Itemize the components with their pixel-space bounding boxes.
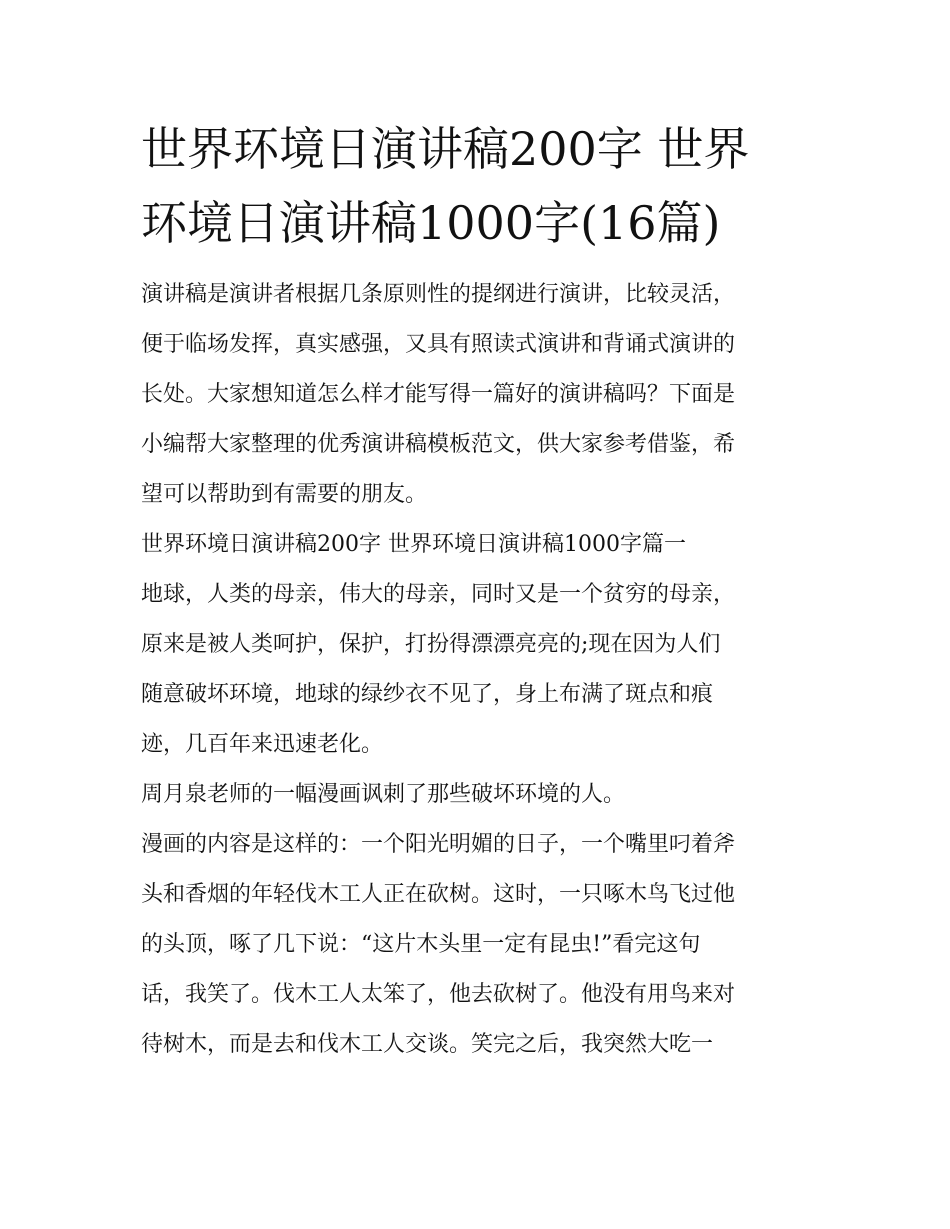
text-line: 便于临场发挥，真实感强，又具有照读式演讲和背诵式演讲的 [141,332,736,357]
document-title [141,112,821,260]
text-line: 待树木，而是去和伐木工人交谈。笑完之后，我突然大吃一 [141,1032,714,1057]
text-line: 话，我笑了。伐木工人太笨了，他去砍树了。他没有用鸟来对 [141,982,736,1007]
text-line: 头和香烟的年轻伐木工人正在砍树。这时，一只啄木鸟飞过他 [141,882,736,907]
section-heading: 世界环境日演讲稿200字 世界环境日演讲稿1000字篇一 [141,532,686,557]
text-line: 望可以帮助到有需要的朋友。 [141,482,428,507]
text-line: 的头顶，啄了几下说：“这片木头里一定有昆虫!”看完这句 [141,932,701,957]
text-line: 演讲稿是演讲者根据几条原则性的提纲进行演讲，比较灵活， [141,282,736,307]
text-line: 地球，人类的母亲，伟大的母亲，同时又是一个贫穷的母亲， [141,582,736,607]
title-line: 世界环境日演讲稿200字 世界 [141,122,750,176]
text-line: 长处。大家想知道怎么样才能写得一篇好的演讲稿吗？下面是 [141,382,736,407]
text-line: 迹，几百年来迅速老化。 [141,732,384,757]
text-line: 随意破坏环境，地球的绿纱衣不见了，身上布满了斑点和痕 [141,682,714,707]
text-line: 原来是被人类呵护，保护，打扮得漂漂亮亮的;现在因为人们 [141,632,721,657]
text-line: 周月泉老师的一幅漫画讽刺了那些破坏环境的人。 [141,782,626,807]
title-line: 环境日演讲稿1000字(16篇) [141,196,721,250]
text-line: 小编帮大家整理的优秀演讲稿模板范文，供大家参考借鉴，希 [141,432,736,457]
document-content [141,112,821,1070]
text-line: 漫画的内容是这样的：一个阳光明媚的日子，一个嘴里叼着斧 [141,832,736,857]
document-body [141,270,821,1070]
